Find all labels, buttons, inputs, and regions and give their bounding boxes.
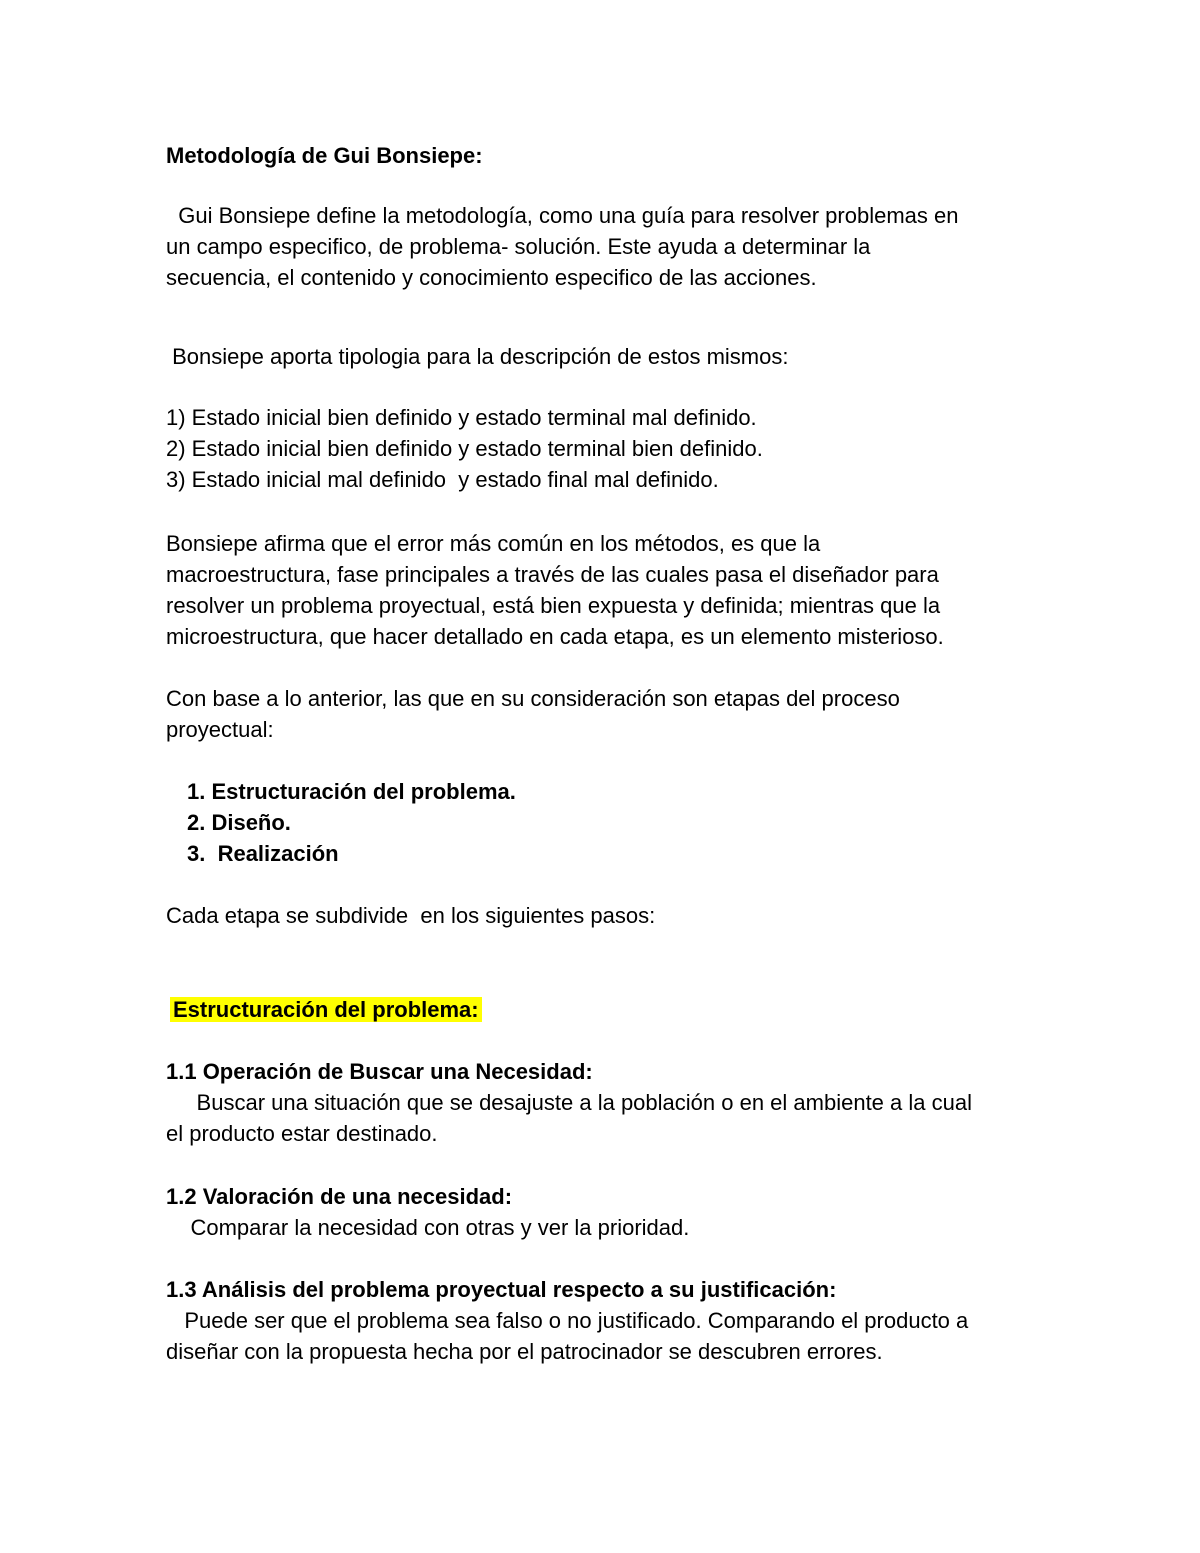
intro-line-1: Gui Bonsiepe define la metodología, como una guía para resolver problemas en: [166, 203, 959, 228]
stage-item-3: 3. Realización: [187, 841, 339, 866]
section-heading-highlight: Estructuración del problema:: [170, 997, 482, 1022]
tipologia-item-2: 2) Estado inicial bien definido y estado terminal bien definido.: [166, 436, 763, 461]
error-line-4: microestructura, que hacer detallado en cada etapa, es un elemento misterioso.: [166, 624, 944, 649]
base-line-2: proyectual:: [166, 717, 274, 742]
tipologia-intro: Bonsiepe aporta tipologia para la descripción de estos mismos:: [166, 344, 789, 369]
step-3-heading: 1.3 Análisis del problema proyectual respecto a su justificación:: [166, 1277, 837, 1302]
step-1-heading: 1.1 Operación de Buscar una Necesidad:: [166, 1059, 593, 1084]
step-2-heading: 1.2 Valoración de una necesidad:: [166, 1184, 513, 1209]
stage-item-2: 2. Diseño.: [187, 810, 291, 835]
document-title: Metodología de Gui Bonsiepe:: [166, 143, 483, 168]
subdivide-text: Cada etapa se subdivide en los siguientes pasos:: [166, 903, 656, 928]
intro-line-3: secuencia, el contenido y conocimiento especifico de las acciones.: [166, 265, 817, 290]
step-1-line-1: Buscar una situación que se desajuste a la población o en el ambiente a la cual: [166, 1090, 972, 1115]
step-3-line-2: diseñar con la propuesta hecha por el patrocinador se descubren errores.: [166, 1339, 883, 1364]
error-line-3: resolver un problema proyectual, está bien expuesta y definida; mientras que la: [166, 593, 941, 618]
tipologia-item-3: 3) Estado inicial mal definido y estado final mal definido.: [166, 467, 719, 492]
step-1-line-2: el producto estar destinado.: [166, 1121, 438, 1146]
intro-line-2: un campo especifico, de problema- solución. Este ayuda a determinar la: [166, 234, 871, 259]
error-line-2: macroestructura, fase principales a través de las cuales pasa el diseñador para: [166, 562, 939, 587]
error-line-1: Bonsiepe afirma que el error más común en los métodos, es que la: [166, 531, 821, 556]
stage-item-1: 1. Estructuración del problema.: [187, 779, 516, 804]
step-2-line-1: Comparar la necesidad con otras y ver la prioridad.: [166, 1215, 690, 1240]
tipologia-item-1: 1) Estado inicial bien definido y estado terminal mal definido.: [166, 405, 757, 430]
section-heading: [170, 996, 482, 1024]
base-line-1: Con base a lo anterior, las que en su consideración son etapas del proceso: [166, 686, 900, 711]
step-3-line-1: Puede ser que el problema sea falso o no justificado. Comparando el producto a: [166, 1308, 969, 1333]
